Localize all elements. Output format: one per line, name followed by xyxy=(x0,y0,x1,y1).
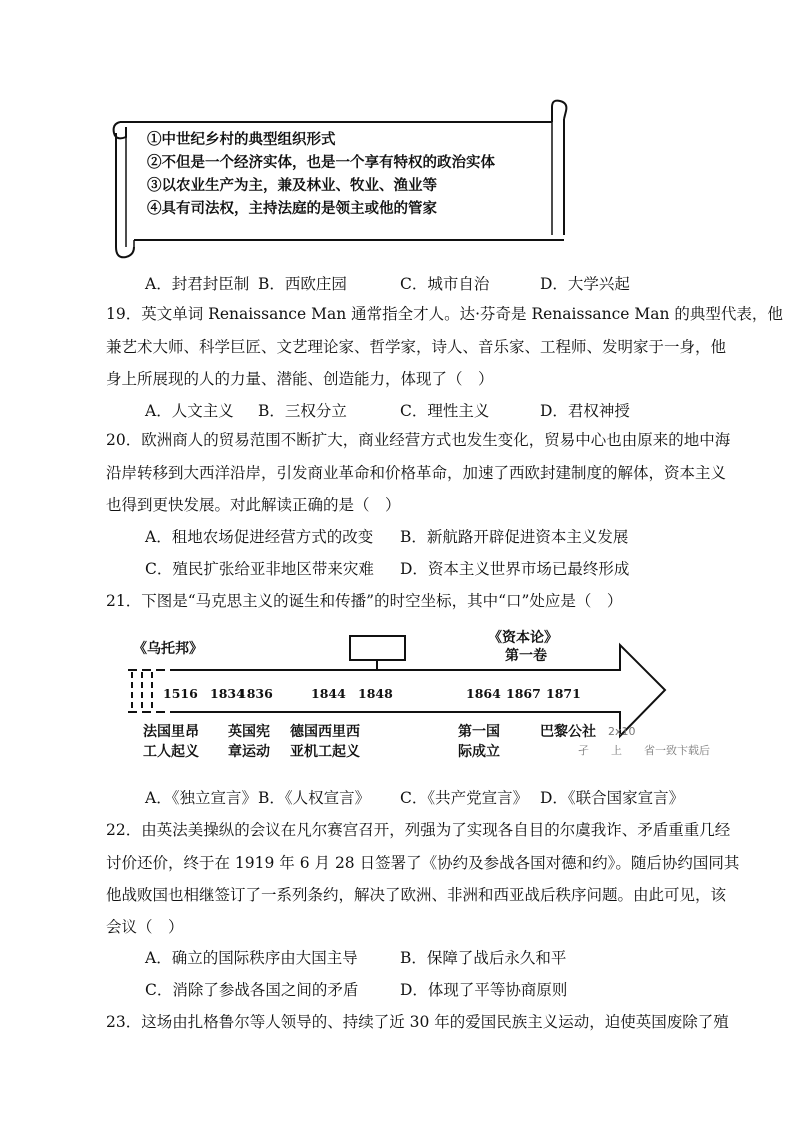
q21-option-c[interactable]: C．《共产党宣言》 xyxy=(400,789,529,807)
q23-stem-line-1: 23．这场由扎格鲁尔等人领导的、持续了近 30 年的爱国民族主义运动，迫使英国废除了殖 xyxy=(106,1013,729,1031)
q22-stem-line-4: 会议（ ） xyxy=(106,918,184,936)
scroll-item-2: ②不但是一个经济实体，也是一个享有特权的政治实体 xyxy=(147,154,495,171)
q19-option-a[interactable]: A．人文主义 xyxy=(145,402,234,420)
watermark-text: 孑 上 省一致卞载后 xyxy=(578,744,710,757)
watermark-text: 2x10 xyxy=(608,725,636,738)
q18-option-c[interactable]: C．城市自治 xyxy=(400,275,490,293)
q20-option-a[interactable]: A．租地农场促进经营方式的改变 xyxy=(145,528,374,546)
timeline-year: 1871 xyxy=(546,686,581,701)
q20-option-c[interactable]: C．殖民扩张给亚非地区带来灾难 xyxy=(145,560,374,578)
scroll-item-3: ③以农业生产为主，兼及林业、牧业、渔业等 xyxy=(147,177,437,194)
q19-stem-line-2: 兼艺术大师、科学巨匠、文艺理论家、哲学家，诗人、音乐家、工程师、发明家于一身，他 xyxy=(106,338,727,356)
timeline-year: 1864 xyxy=(466,686,501,701)
q20-option-d[interactable]: D．资本主义世界市场已最终形成 xyxy=(400,560,630,578)
timeline-event-lyon: 法国里昂 工人起义 xyxy=(143,724,199,760)
q19-stem-line-3: 身上所展现的人的力量、潜能、创造能力，体现了（ ） xyxy=(106,370,494,388)
timeline-top-left-label: 《乌托邦》 xyxy=(133,641,203,657)
q19-option-b[interactable]: B．三权分立 xyxy=(258,402,347,420)
scroll-item-1: ①中世纪乡村的典型组织形式 xyxy=(147,131,336,148)
q21-stem: 21．下图是“马克思主义的诞生和传播”的时空坐标，其中“口”处应是（ ） xyxy=(106,592,623,610)
q20-option-b[interactable]: B．新航路开辟促进资本主义发展 xyxy=(400,528,629,546)
timeline-year: 1848 xyxy=(358,686,393,701)
timeline-year: 1834 xyxy=(210,686,245,701)
timeline-year: 1836 xyxy=(238,686,273,701)
q20-stem-line-2: 沿岸转移到大西洋沿岸，引发商业革命和价格革命，加速了西欧封建制度的解体，资本主义 xyxy=(106,464,727,482)
q19-option-c[interactable]: C．理性主义 xyxy=(400,402,490,420)
scroll-card xyxy=(112,97,572,262)
q22-option-d[interactable]: D．体现了平等协商原则 xyxy=(400,981,568,999)
q22-option-a[interactable]: A．确立的国际秩序由大国主导 xyxy=(145,949,358,967)
q19-stem-line-1: 19．英文单词 Renaissance Man 通常指全才人。达·芬奇是 Renaissance Man 的典型代表，他 xyxy=(106,305,783,323)
timeline-event-chartism: 英国宪 章运动 xyxy=(228,724,270,760)
timeline-year: 1844 xyxy=(311,686,346,701)
q20-stem-line-3: 也得到更快发展。对此解读正确的是（ ） xyxy=(106,496,401,514)
q22-option-b[interactable]: B．保障了战后永久和平 xyxy=(400,949,567,967)
q18-option-a[interactable]: A．封君封臣制 xyxy=(145,275,250,293)
q19-option-d[interactable]: D．君权神授 xyxy=(540,402,630,420)
q22-stem-line-3: 他战败国也相继签订了一系列条约，解决了欧洲、非洲和西亚战后秩序问题。由此可见，该 xyxy=(106,886,727,904)
timeline-event-paris-commune: 巴黎公社 xyxy=(540,724,596,740)
timeline-top-right-label-1: 《资本论》 xyxy=(488,630,558,646)
q22-stem-line-2: 讨价还价，终于在 1919 年 6 月 28 日签署了《协约及参战各国对德和约》。随后协约国同其 xyxy=(106,854,740,872)
scroll-item-4: ④具有司法权，主持法庭的是领主或他的管家 xyxy=(147,200,437,217)
q21-option-d[interactable]: D．《联合国家宣言》 xyxy=(540,789,685,807)
q21-option-b[interactable]: B．《人权宣言》 xyxy=(258,789,371,807)
q21-option-a[interactable]: A．《独立宣言》 xyxy=(145,789,257,807)
q22-stem-line-1: 22．由英法美操纵的会议在凡尔赛宫召开，列强为了实现各自目的尔虞我诈、矛盾重重几经 xyxy=(106,821,731,839)
q22-option-c[interactable]: C．消除了参战各国之间的矛盾 xyxy=(145,981,359,999)
q18-option-b[interactable]: B．西欧庄园 xyxy=(258,275,347,293)
timeline-event-first-international: 第一国 际成立 xyxy=(458,724,500,760)
q18-option-d[interactable]: D．大学兴起 xyxy=(540,275,630,293)
timeline-event-silesia: 德国西里西 亚机工起义 xyxy=(290,724,360,760)
timeline-year: 1516 xyxy=(163,686,198,701)
q20-stem-line-1: 20．欧洲商人的贸易范围不断扩大，商业经营方式也发生变化，贸易中心也由原来的地中海 xyxy=(106,431,731,449)
timeline-top-right-label-2: 第一卷 xyxy=(505,648,547,664)
timeline-year: 1867 xyxy=(506,686,541,701)
